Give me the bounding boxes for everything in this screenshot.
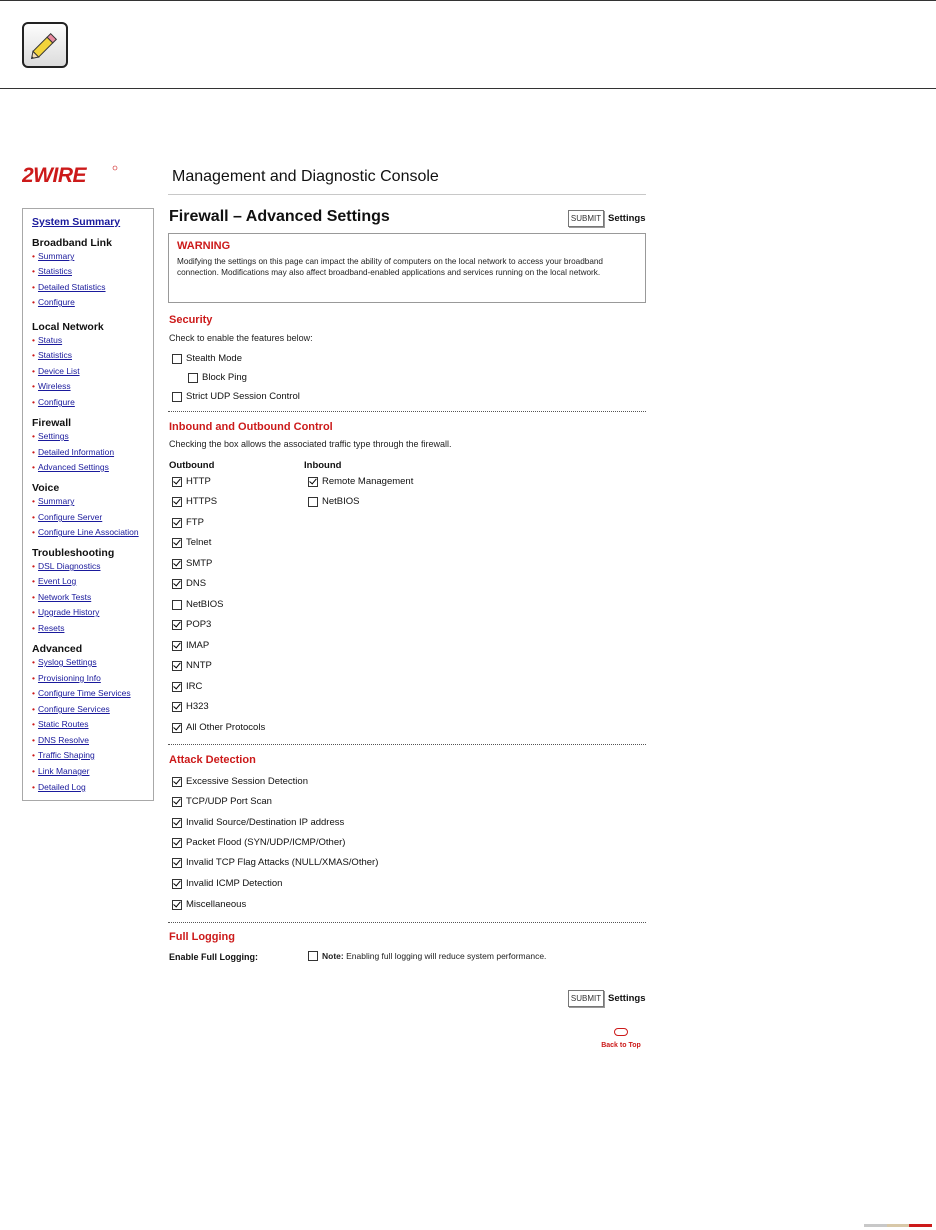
attack-excessive-session-option[interactable]: Excessive Session Detection: [172, 776, 308, 787]
sidebar-item-ts-dsl-diagnostics[interactable]: • DSL Diagnostics: [32, 561, 101, 571]
logging-title: Full Logging: [169, 931, 235, 943]
stealth-mode-option[interactable]: Stealth Mode: [172, 353, 242, 364]
inbound-remote-management-option[interactable]: Remote Management: [308, 476, 413, 487]
attack-miscellaneous-option[interactable]: Miscellaneous: [172, 899, 246, 910]
outbound-pop3-checkbox[interactable]: [172, 620, 182, 630]
inbound-header: Inbound: [304, 460, 342, 471]
outbound-ftp-checkbox[interactable]: [172, 518, 182, 528]
sidebar-item-adv-configure-time-services[interactable]: • Configure Time Services: [32, 688, 131, 698]
section-divider: [168, 922, 646, 923]
sidebar-item-adv-provisioning-info[interactable]: • Provisioning Info: [32, 673, 101, 683]
sidebar-item-ln-statistics[interactable]: • Statistics: [32, 350, 72, 360]
attack-excessive-session-checkbox[interactable]: [172, 777, 182, 787]
outbound-imap-checkbox[interactable]: [172, 641, 182, 651]
page-title: Firewall – Advanced Settings: [169, 208, 390, 225]
outbound-http-checkbox[interactable]: [172, 477, 182, 487]
outbound-telnet-option[interactable]: Telnet: [172, 537, 211, 548]
sidebar-item-adv-traffic-shaping[interactable]: • Traffic Shaping: [32, 750, 95, 760]
inbound-netbios-checkbox[interactable]: [308, 497, 318, 507]
strict-udp-checkbox[interactable]: [172, 392, 182, 402]
outbound-dns-checkbox[interactable]: [172, 579, 182, 589]
sidebar-item-bb-configure[interactable]: • Configure: [32, 297, 75, 307]
sidebar-item-adv-dns-resolve[interactable]: • DNS Resolve: [32, 735, 90, 745]
sidebar-item-ts-network-tests[interactable]: • Network Tests: [32, 592, 92, 602]
settings-label-bottom: Settings: [608, 993, 646, 1004]
sidebar-item-ln-wireless[interactable]: • Wireless: [32, 381, 71, 391]
attack-port-scan-option[interactable]: TCP/UDP Port Scan: [172, 796, 272, 807]
attack-packet-flood-option[interactable]: Packet Flood (SYN/UDP/ICMP/Other): [172, 837, 345, 848]
sidebar-link-system-summary[interactable]: System Summary: [32, 216, 121, 228]
outbound-netbios-option[interactable]: NetBIOS: [172, 599, 224, 610]
block-ping-option[interactable]: Block Ping: [188, 372, 247, 383]
outbound-https-option[interactable]: HTTPS: [172, 496, 217, 507]
attack-invalid-ip-checkbox[interactable]: [172, 818, 182, 828]
settings-label-top: Settings: [608, 213, 646, 224]
section-divider: [168, 744, 646, 745]
outbound-telnet-checkbox[interactable]: [172, 538, 182, 548]
sidebar-item-adv-configure-services[interactable]: • Configure Services: [32, 704, 110, 714]
top-rule: [0, 0, 936, 1]
sidebar-item-adv-syslog-settings[interactable]: • Syslog Settings: [32, 657, 97, 667]
attack-tcp-flag-option[interactable]: Invalid TCP Flag Attacks (NULL/XMAS/Other): [172, 857, 378, 868]
outbound-dns-option[interactable]: DNS: [172, 578, 206, 589]
2wire-logo: [22, 165, 118, 190]
warning-text: Modifying the settings on this page can impact the ability of computers on the local network to access your broadband connection. Modifications may also affect broadband-enabled applications and services running on the local network.: [177, 257, 603, 277]
attack-port-scan-checkbox[interactable]: [172, 797, 182, 807]
outbound-pop3-option[interactable]: POP3: [172, 619, 211, 630]
outbound-nntp-checkbox[interactable]: [172, 661, 182, 671]
sidebar-item-voice-summary[interactable]: • Summary: [32, 496, 75, 506]
back-to-top-link[interactable]: Back to Top: [596, 1023, 646, 1049]
full-logging-label: Enable Full Logging:: [169, 952, 258, 962]
sidebar-item-fw-settings[interactable]: • Settings: [32, 431, 69, 441]
back-to-top-icon: [614, 1028, 628, 1036]
sidebar-item-bb-statistics[interactable]: • Statistics: [32, 266, 72, 276]
attack-title: Attack Detection: [169, 754, 256, 766]
sidebar-item-ln-configure[interactable]: • Configure: [32, 397, 75, 407]
outbound-imap-option[interactable]: IMAP: [172, 640, 209, 651]
sidebar-item-ln-device-list[interactable]: • Device List: [32, 366, 80, 376]
stealth-mode-checkbox[interactable]: [172, 354, 182, 364]
warning-box: [168, 233, 646, 303]
outbound-http-option[interactable]: HTTP: [172, 476, 211, 487]
note-text: Enabling full logging will reduce system performance.: [343, 951, 547, 961]
outbound-header: Outbound: [169, 460, 215, 471]
sidebar-item-fw-detailed-information[interactable]: • Detailed Information: [32, 447, 115, 457]
inout-description: Checking the box allows the associated traffic type through the firewall.: [169, 439, 452, 449]
outbound-smtp-checkbox[interactable]: [172, 559, 182, 569]
outbound-irc-checkbox[interactable]: [172, 682, 182, 692]
sidebar-item-voice-configure-server[interactable]: • Configure Server: [32, 512, 103, 522]
strict-udp-option[interactable]: Strict UDP Session Control: [172, 391, 300, 402]
sidebar-item-bb-summary[interactable]: • Summary: [32, 251, 75, 261]
attack-invalid-icmp-checkbox[interactable]: [172, 879, 182, 889]
inbound-netbios-option[interactable]: NetBIOS: [308, 496, 360, 507]
note-bold: Note:: [322, 951, 344, 961]
outbound-ftp-option[interactable]: FTP: [172, 517, 204, 528]
outbound-nntp-option[interactable]: NNTP: [172, 660, 212, 671]
attack-packet-flood-checkbox[interactable]: [172, 838, 182, 848]
outbound-all-other-checkbox[interactable]: [172, 723, 182, 733]
sidebar-item-adv-static-routes[interactable]: • Static Routes: [32, 719, 89, 729]
footer-color-bar: [864, 1224, 932, 1227]
sidebar-group-voice: Voice: [32, 482, 60, 494]
attack-invalid-icmp-option[interactable]: Invalid ICMP Detection: [172, 878, 282, 889]
attack-tcp-flag-checkbox[interactable]: [172, 858, 182, 868]
attack-miscellaneous-checkbox[interactable]: [172, 900, 182, 910]
attack-invalid-ip-option[interactable]: Invalid Source/Destination IP address: [172, 817, 344, 828]
console-title: Management and Diagnostic Console: [172, 168, 439, 185]
sidebar-item-voice-configure-line-association[interactable]: • Configure Line Association: [32, 527, 139, 537]
outbound-h323-option[interactable]: H323: [172, 701, 209, 712]
sidebar-item-ts-upgrade-history[interactable]: • Upgrade History: [32, 607, 100, 617]
submit-button-top[interactable]: SUBMIT: [568, 210, 604, 227]
sidebar-item-ts-resets[interactable]: • Resets: [32, 623, 65, 633]
sidebar-item-ln-status[interactable]: • Status: [32, 335, 63, 345]
outbound-all-other-option[interactable]: All Other Protocols: [172, 722, 265, 733]
svg-text:2WIRE: 2WIRE: [22, 165, 87, 185]
inout-title: Inbound and Outbound Control: [169, 421, 333, 433]
sidebar-group-advanced: Advanced: [32, 643, 83, 655]
security-title: Security: [169, 314, 213, 326]
sidebar-nav: [22, 208, 154, 801]
outbound-irc-option[interactable]: IRC: [172, 681, 202, 692]
outbound-smtp-option[interactable]: SMTP: [172, 558, 212, 569]
outbound-https-checkbox[interactable]: [172, 497, 182, 507]
note-rule: [0, 88, 936, 89]
sidebar-item-bb-detailed-statistics[interactable]: • Detailed Statistics: [32, 282, 106, 292]
inbound-remote-management-checkbox[interactable]: [308, 477, 318, 487]
full-logging-option[interactable]: [308, 951, 546, 961]
sidebar-item-adv-detailed-log[interactable]: • Detailed Log: [32, 782, 86, 792]
pencil-note-icon: [22, 22, 68, 68]
outbound-h323-checkbox[interactable]: [172, 702, 182, 712]
outbound-netbios-checkbox[interactable]: [172, 600, 182, 610]
sidebar-item-fw-advanced-settings[interactable]: • Advanced Settings: [32, 462, 109, 472]
sidebar-group-troubleshooting: Troubleshooting: [32, 547, 115, 559]
header-rule: [168, 194, 646, 195]
sidebar-group-broadband-link: Broadband Link: [32, 237, 112, 249]
block-ping-checkbox[interactable]: [188, 373, 198, 383]
full-logging-checkbox[interactable]: [308, 951, 318, 961]
warning-title: WARNING: [177, 240, 231, 252]
sidebar-item-adv-link-manager[interactable]: • Link Manager: [32, 766, 90, 776]
sidebar-group-local-network: Local Network: [32, 321, 104, 333]
submit-button-bottom[interactable]: SUBMIT: [568, 990, 604, 1007]
security-description: Check to enable the features below:: [169, 333, 313, 343]
sidebar-item-ts-event-log[interactable]: • Event Log: [32, 576, 77, 586]
sidebar-group-firewall: Firewall: [32, 417, 72, 429]
section-divider: [168, 411, 646, 412]
